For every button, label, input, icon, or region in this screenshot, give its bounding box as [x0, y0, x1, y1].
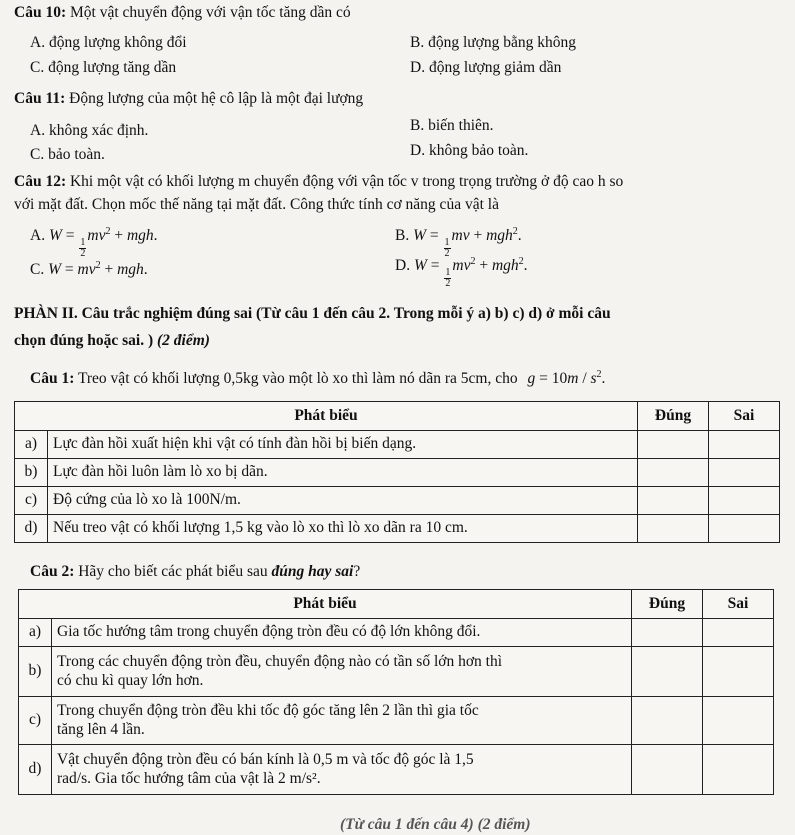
true-answer-cell[interactable] [632, 647, 703, 697]
q11-option-c: C. bảo toàn. [30, 146, 105, 163]
row-statement: Độ cứng của lò xo là 100N/m. [48, 487, 638, 515]
row-statement: Vật chuyển động tròn đều có bán kính là 0,5 m và tốc độ góc là 1,5 rad/s. Gia tốc hướng tâm của vật là 2 m/s². [52, 745, 632, 795]
true-answer-cell[interactable] [638, 459, 709, 487]
true-answer-cell[interactable] [632, 619, 703, 647]
true-answer-cell[interactable] [632, 697, 703, 745]
table-header-row [19, 590, 774, 619]
false-answer-cell[interactable] [703, 697, 774, 745]
q11-option-b: B. biến thiên. [410, 117, 494, 134]
fraction-half: $\frac{1}{2}$ [444, 236, 450, 259]
s2-text: Hãy cho biết các phát biểu sau [78, 563, 268, 580]
s1-text: Treo vật có khối lượng 0,5kg vào một lò xo thì làm nó dãn ra 5cm, cho [77, 370, 518, 388]
row-statement: Trong các chuyển động tròn đều, chuyển động nào có tần số lớn hơn thì có chu kì quay lớn hơn. [52, 647, 632, 697]
table-header-row [15, 402, 780, 431]
gravity-formula: $g = 10m / s^2$. [527, 369, 606, 388]
s1-stem [30, 369, 605, 389]
header-true: Đúng [632, 590, 703, 619]
q10-option-c: C. động lượng tăng dần [30, 59, 177, 76]
table-row [19, 697, 774, 745]
q12-text-1: Khi một vật có khối lượng m chuyển động với vận tốc v trong trọng trường ở độ cao h so [69, 173, 624, 190]
table-row [15, 487, 780, 515]
row-statement: Lực đàn hồi luôn làm lò xo bị dãn. [48, 459, 638, 487]
true-answer-cell[interactable] [632, 745, 703, 795]
q11-text: Động lượng của một hệ cô lập là một đại lượng [69, 90, 364, 107]
row-label: a) [19, 619, 52, 647]
s2-title: Câu 2: [30, 563, 75, 580]
q10-title: Câu 10: [14, 4, 67, 21]
table-row [19, 647, 774, 697]
q11-option-a: A. không xác định. [30, 122, 149, 139]
q12-option-c: C. $W = mv^2$ + mgh. [30, 260, 148, 279]
false-answer-cell[interactable] [709, 487, 780, 515]
header-false: Sai [703, 590, 774, 619]
s2-table [18, 589, 774, 795]
q10-text: Một vật chuyển động với vận tốc tăng dần có [69, 4, 351, 21]
true-answer-cell[interactable] [638, 431, 709, 459]
false-answer-cell[interactable] [703, 745, 774, 795]
footer-fragment: (Từ câu 1 đến câu 4) (2 điểm) [340, 816, 531, 833]
part2-heading-line1: PHÀN II. Câu trắc nghiệm đúng sai (Từ câu 1 đến câu 2. Trong mỗi ý a) b) c) d) ở mỗi câu [14, 305, 611, 322]
q10-option-b: B. động lượng bằng không [410, 34, 576, 51]
row-label: a) [15, 431, 48, 459]
table-row [15, 459, 780, 487]
false-answer-cell[interactable] [709, 459, 780, 487]
q12-stem-line2: với mặt đất. Chọn mốc thế năng tại mặt đất. Công thức tính cơ năng của vật là [14, 196, 499, 213]
table-row [19, 619, 774, 647]
q10-option-d: D. động lượng giảm dần [410, 59, 562, 76]
q12-option-d: D. W = $\frac{1}{2}$ $mv^2 + mgh^2$. [395, 256, 528, 289]
row-statement: Lực đàn hồi xuất hiện khi vật có tính đàn hồi bị biến dạng. [48, 431, 638, 459]
q11-title: Câu 11: [14, 90, 66, 107]
part2-heading-line2: chọn đúng hoặc sai. ) (2 điểm) [14, 332, 210, 349]
row-label: c) [15, 487, 48, 515]
fraction-half: $\frac{1}{2}$ [80, 236, 86, 259]
false-answer-cell[interactable] [709, 515, 780, 543]
s1-title: Câu 1: [30, 370, 75, 388]
header-statement: Phát biểu [15, 402, 638, 431]
q10-stem [14, 4, 351, 23]
q12-option-a: A. W = $\frac{1}{2}$ $mv^2$ + mgh. [30, 226, 158, 259]
row-statement: Gia tốc hướng tâm trong chuyển động tròn đều có độ lớn không đổi. [52, 619, 632, 647]
table-row [15, 515, 780, 543]
fraction-half: $\frac{1}{2}$ [445, 266, 451, 289]
row-label: c) [19, 697, 52, 745]
true-answer-cell[interactable] [638, 515, 709, 543]
s2-stem: Câu 2: Hãy cho biết các phát biểu sau đúng hay sai? [30, 563, 361, 580]
true-answer-cell[interactable] [638, 487, 709, 515]
q12-option-b: B. W = $\frac{1}{2}$ mv + mgh$^2$. [395, 226, 522, 259]
q11-option-d: D. không bảo toàn. [410, 142, 529, 159]
row-statement: Nếu treo vật có khối lượng 1,5 kg vào lò xo thì lò xo dãn ra 10 cm. [48, 515, 638, 543]
s2-emphasis: đúng hay sai [271, 563, 354, 580]
header-false: Sai [709, 402, 780, 431]
row-label: b) [19, 647, 52, 697]
q12-title: Câu 12: [14, 173, 67, 190]
header-true: Đúng [638, 402, 709, 431]
table-row [19, 745, 774, 795]
false-answer-cell[interactable] [709, 431, 780, 459]
row-label: d) [19, 745, 52, 795]
s1-table [14, 401, 780, 543]
row-label: d) [15, 515, 48, 543]
q10-option-a: A. động lượng không đổi [30, 34, 187, 51]
false-answer-cell[interactable] [703, 619, 774, 647]
q11-stem [14, 90, 363, 109]
q12-stem-line1 [14, 173, 623, 192]
header-statement: Phát biểu [19, 590, 632, 619]
row-statement: Trong chuyển động tròn đều khi tốc độ góc tăng lên 2 lần thì gia tốc tăng lên 4 lần. [52, 697, 632, 745]
row-label: b) [15, 459, 48, 487]
false-answer-cell[interactable] [703, 647, 774, 697]
table-row [15, 431, 780, 459]
